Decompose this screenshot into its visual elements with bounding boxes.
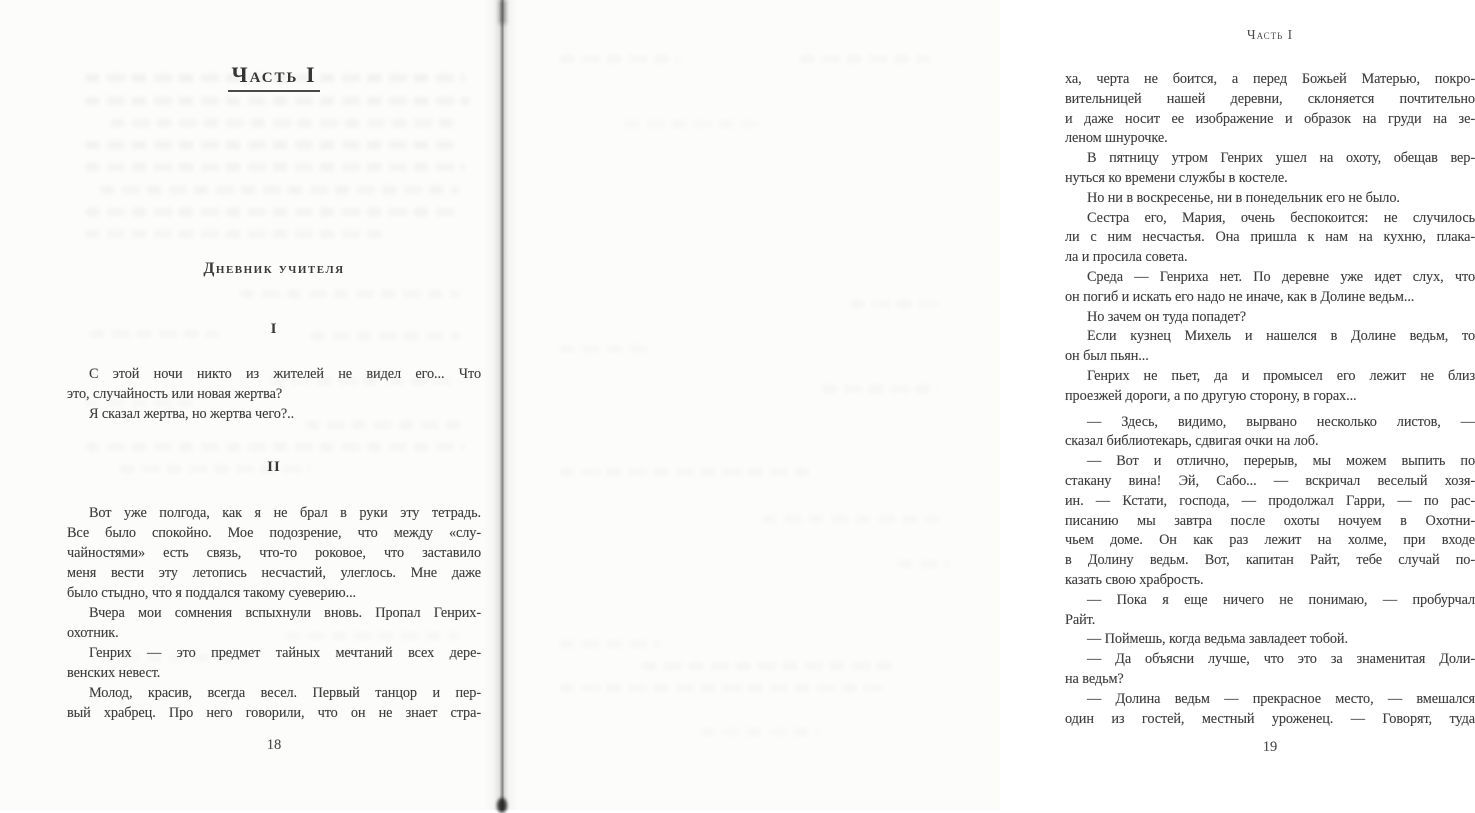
text-line: писанию мы завтра после охоты ночуем в Охотни- — [1065, 512, 1475, 529]
text-line: чайностями» есть связь, что-то роковое, что заставило — [67, 545, 481, 561]
text-line: нуться ко времени службы в костеле. — [1065, 169, 1288, 186]
text-line: чьем доме. Он как раз лежит на холме, при входе — [1065, 532, 1475, 549]
text-line: проезжей дороги, а по другую сторону, в горах... — [1065, 387, 1357, 404]
text-line: Я сказал жертва, но жертва чего?.. — [89, 406, 295, 422]
text-line: казать свою храбрость. — [1065, 571, 1204, 588]
text-line: стакану вина! Эй, Сабо... — вскричал веселый хозя- — [1065, 472, 1475, 489]
text-line: вый храбрец. Про него говорили, что он не знает стра- — [67, 705, 481, 721]
page-number-left: 18 — [266, 737, 282, 753]
section-2-text — [67, 503, 481, 723]
text-line: — Поймешь, когда ведьма завладеет тобой. — [1087, 631, 1348, 648]
page-19-text — [1065, 70, 1475, 729]
text-line: ли с ним несчастья. Она пришла к нам на кухню, плака- — [1065, 229, 1475, 246]
text-line: Сестра его, Мария, очень беспокоится: не случилось — [1087, 209, 1475, 226]
text-line: ин. — Кстати, господа, — продолжал Гарри, — по рас- — [1065, 492, 1475, 509]
text-line: он погиб и искать его надо не иначе, как в Долине ведьм... — [1065, 288, 1415, 305]
text-line: Молод, красив, всегда весел. Первый танцор и пер- — [89, 685, 481, 701]
text-line: охотник. — [67, 625, 119, 641]
text-line: один из гостей, местный уроженец. — Говорят, туда — [1065, 710, 1475, 727]
left-page — [0, 0, 486, 810]
chapter-heading-text: Часть I — [228, 62, 319, 92]
text-line: и даже носит ее изображение и образок на груди на зе- — [1065, 110, 1475, 127]
section-numeral-2: II — [267, 459, 281, 475]
chapter-heading — [67, 62, 481, 92]
right-page — [518, 0, 1475, 810]
text-line: Среда — Генриха нет. По деревне уже идет слух, что — [1087, 268, 1475, 285]
text-line: он был пьян... — [1065, 348, 1149, 365]
text-line: в Долину ведьм. Вот, капитан Райт, тебе случай по- — [1065, 552, 1475, 569]
text-line: Если кузнец Михель и нашелся в Долине ведьм, то — [1087, 328, 1475, 345]
text-line: С этой ночи никто из жителей не видел его... Что — [89, 366, 481, 382]
text-line: Генрих — это предмет тайных мечтаний всех дере- — [89, 645, 481, 661]
running-head: Часть I — [1246, 27, 1294, 42]
text-line: Вчера мои сомнения вспыхнули вновь. Пропал Генрих- — [89, 605, 481, 621]
text-line: ха, черта не боится, а перед Божьей Матерью, покро- — [1065, 71, 1475, 87]
text-line: меня вести эту летопись несчастий, улеглось. Мне даже — [67, 565, 481, 581]
text-line: — Да объясни лучше, что это за знаменитая Доли- — [1087, 651, 1475, 668]
text-line: В пятницу утром Генрих ушел на охоту, обещав вер- — [1087, 150, 1475, 167]
text-line: — Здесь, видимо, вырвано несколько листов, — — [1087, 413, 1475, 430]
text-line: сказал библиотекарь, сдвигая очки на лоб. — [1065, 433, 1319, 450]
text-line: на ведьм? — [1065, 670, 1124, 687]
text-line: венских невест. — [67, 665, 161, 681]
text-line: Но ни в воскресенье, ни в понедельник его не было. — [1087, 189, 1400, 206]
text-line: ла и просила совета. — [1065, 249, 1188, 266]
page-number-right: 19 — [1262, 739, 1278, 755]
section-1-text — [67, 364, 481, 424]
text-line: — Пока я еще ничего не понимаю, — пробурчал — [1087, 591, 1475, 608]
text-line: Вот уже полгода, как я не брал в руки эту тетрадь. — [89, 505, 481, 521]
text-line: было стыдно, что я поддался такому суеверию... — [67, 585, 357, 601]
text-line: — Долина ведьм — прекрасное место, — вмешался — [1087, 690, 1475, 707]
text-line: Райт. — [1065, 611, 1096, 628]
text-line: Генрих не пьет, да и промысел его лежит не близ — [1087, 367, 1475, 384]
text-line: вительницей нашей деревни, склоняется почтительно — [1065, 90, 1475, 107]
text-line: это, случайность или новая жертва? — [67, 386, 283, 402]
text-line: — Вот и отлично, перерыв, мы можем выпить по — [1087, 453, 1475, 470]
book-gutter-shadow — [484, 0, 518, 810]
section-numeral-1: I — [270, 321, 278, 337]
text-line: леном шнурочке. — [1065, 130, 1168, 147]
diary-heading: Дневник учителя — [203, 260, 345, 277]
text-line: Но зачем он туда попадет? — [1087, 308, 1247, 325]
text-line: Все было спокойно. Мое подозрение, что между «слу- — [67, 525, 481, 541]
